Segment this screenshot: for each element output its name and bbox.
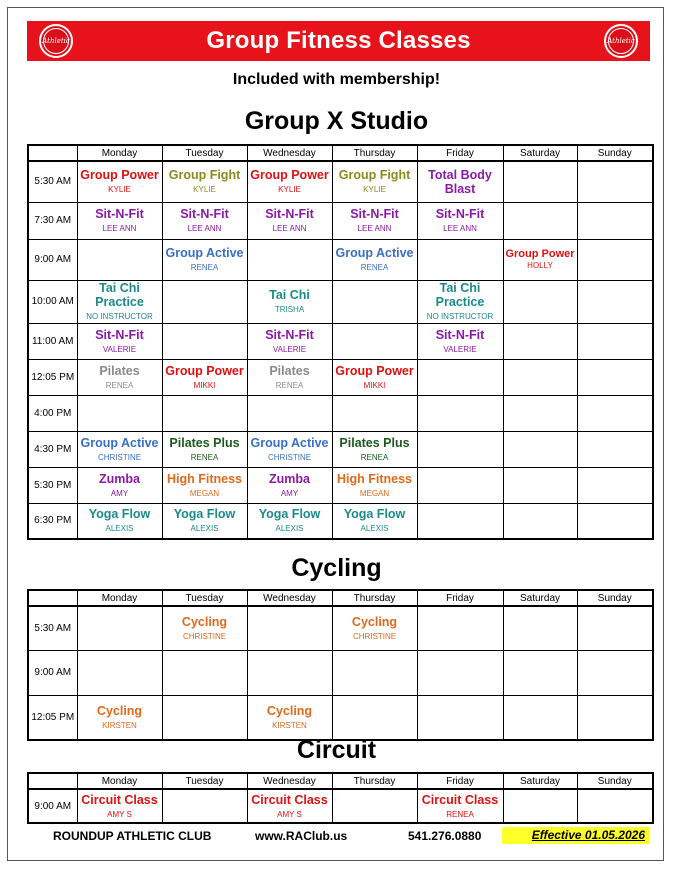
schedule-cell: [77, 395, 162, 431]
schedule-cell: [332, 280, 417, 323]
instructor-name: KYLIE: [363, 185, 386, 195]
schedule-cell: [332, 202, 417, 239]
time-slot: 12:05 PM: [28, 695, 77, 740]
schedule-cell: [247, 650, 332, 695]
table-row: [28, 503, 653, 539]
instructor-name: LEE ANN: [443, 224, 477, 233]
schedule-cell: [77, 431, 162, 467]
schedule-cell: [503, 503, 577, 539]
schedule-cell: [577, 323, 653, 359]
schedule-cell: [577, 503, 653, 539]
instructor-name: LEE ANN: [102, 224, 137, 233]
class-name: Cycling: [96, 703, 143, 718]
section-title-cycling: Cycling: [291, 554, 382, 582]
time-slot: 11:00 AM: [28, 323, 77, 359]
schedule-cell: [417, 503, 503, 539]
class-name: Group Active: [250, 435, 329, 450]
class-name: Circuit Class: [81, 792, 158, 807]
instructor-name: RENEA: [190, 452, 219, 462]
instructor-name: RENEA: [190, 263, 219, 272]
table-row: [28, 280, 653, 323]
schedule-cell: [77, 503, 162, 539]
schedule-cell: [77, 650, 162, 695]
class-name: Group Fight: [338, 168, 411, 183]
schedule-cell: [77, 239, 162, 280]
time-slot: 9:00 AM: [28, 239, 77, 280]
footer-club-name: ROUNDUP ATHLETIC CLUB: [53, 829, 212, 843]
schedule-table-cycling: [27, 589, 654, 741]
schedule-cell: [417, 161, 503, 202]
club-logo-right: [604, 24, 638, 58]
instructor-name: TRISHA: [274, 305, 305, 314]
time-slot: 6:30 PM: [28, 503, 77, 539]
schedule-cell: [577, 202, 653, 239]
instructor-name: NO INSTRUCTOR: [426, 312, 494, 321]
schedule-cell: [162, 789, 247, 823]
day-header-friday: Friday: [417, 773, 503, 789]
class-name: Group Fight: [168, 168, 241, 183]
schedule-cell: [162, 467, 247, 503]
schedule-cell: [503, 789, 577, 823]
schedule-cell: [577, 395, 653, 431]
schedule-cell: [577, 789, 653, 823]
class-name: Sit-N-Fit: [435, 327, 485, 342]
class-name: Group Power: [80, 168, 159, 183]
schedule-cell: [162, 239, 247, 280]
table-row: [28, 650, 653, 695]
schedule-cell: [162, 161, 247, 202]
page-title: Group Fitness Classes: [206, 27, 471, 54]
day-header-friday: Friday: [417, 145, 503, 161]
schedule-cell: [503, 359, 577, 395]
class-name: Yoga Flow: [343, 507, 406, 522]
schedule-cell: [577, 161, 653, 202]
schedule-cell: [417, 606, 503, 650]
table-row: [28, 695, 653, 740]
time-slot: 9:00 AM: [28, 650, 77, 695]
schedule-cell: [577, 695, 653, 740]
schedule-cell: [417, 239, 503, 280]
instructor-name: RENEA: [446, 809, 474, 819]
class-name: Yoga Flow: [258, 507, 321, 522]
schedule-cell: [332, 359, 417, 395]
schedule-cell: [577, 239, 653, 280]
schedule-cell: [417, 467, 503, 503]
class-name: Group Power: [505, 248, 575, 260]
instructor-name: RENEA: [360, 452, 389, 462]
schedule-cell: [162, 323, 247, 359]
class-name: Cycling: [181, 614, 228, 629]
schedule-cell: [417, 395, 503, 431]
day-header-monday: Monday: [77, 590, 162, 606]
schedule-cell: [417, 431, 503, 467]
section-title-group-x: Group X Studio: [244, 107, 429, 135]
day-header-sunday: Sunday: [577, 145, 653, 161]
instructor-name: CHRISTINE: [97, 452, 142, 462]
schedule-cell: [503, 431, 577, 467]
class-name: Group Power: [335, 363, 414, 378]
schedule-cell: [332, 695, 417, 740]
table-row: [28, 161, 653, 202]
time-slot: 12:05 PM: [28, 359, 77, 395]
schedule-cell: [162, 395, 247, 431]
class-name: Zumba: [99, 471, 140, 486]
time-slot: 10:00 AM: [28, 280, 77, 323]
table-row: [28, 467, 653, 503]
instructor-name: ALEXIS: [275, 524, 304, 534]
class-name: Group Active: [335, 246, 414, 260]
schedule-cell: [503, 323, 577, 359]
schedule-cell: [417, 202, 503, 239]
day-header-saturday: Saturday: [503, 773, 577, 789]
class-name: Sit-N-Fit: [350, 207, 399, 221]
header-corner: [28, 590, 77, 606]
class-name: Circuit Class: [251, 792, 328, 807]
schedule-cell: [503, 161, 577, 202]
title-banner: [27, 21, 650, 61]
schedule-cell: [247, 467, 332, 503]
instructor-name: KYLIE: [193, 185, 216, 195]
schedule-cell: [77, 202, 162, 239]
table-row: [28, 789, 653, 823]
instructor-name: CHRISTINE: [182, 631, 227, 641]
schedule-cell: [503, 239, 577, 280]
schedule-cell: [162, 280, 247, 323]
instructor-name: MEGAN: [359, 488, 390, 498]
day-header-thursday: Thursday: [332, 590, 417, 606]
schedule-cell: [247, 323, 332, 359]
schedule-cell: [577, 467, 653, 503]
class-name: Yoga Flow: [173, 507, 236, 522]
day-header-wednesday: Wednesday: [247, 773, 332, 789]
logo-text: Athletic: [43, 28, 69, 54]
class-name: Group Active: [165, 246, 244, 260]
schedule-cell: [503, 606, 577, 650]
class-name: High Fitness: [336, 471, 412, 486]
schedule-cell: [162, 503, 247, 539]
schedule-cell: [247, 503, 332, 539]
schedule-cell: [417, 323, 503, 359]
schedule-cell: [247, 431, 332, 467]
membership-note: Included with membership!: [232, 71, 441, 88]
class-name: Cycling: [266, 703, 313, 718]
schedule-cell: [332, 323, 417, 359]
schedule-cell: [247, 239, 332, 280]
instructor-name: ALEXIS: [360, 524, 389, 534]
header-corner: [28, 773, 77, 789]
schedule-cell: [162, 606, 247, 650]
schedule-cell: [332, 503, 417, 539]
schedule-cell: [77, 323, 162, 359]
logo-text: Athletic: [608, 28, 634, 54]
class-name: Circuit Class: [421, 792, 499, 807]
day-header-monday: Monday: [77, 773, 162, 789]
table-row: [28, 239, 653, 280]
schedule-cell: [417, 359, 503, 395]
schedule-cell: [162, 359, 247, 395]
schedule-cell: [332, 239, 417, 280]
schedule-cell: [162, 695, 247, 740]
schedule-table-group-x: [27, 144, 654, 540]
schedule-cell: [77, 280, 162, 323]
schedule-cell: [577, 359, 653, 395]
schedule-cell: [577, 431, 653, 467]
day-header-thursday: Thursday: [332, 773, 417, 789]
day-header-wednesday: Wednesday: [247, 590, 332, 606]
schedule-cell: [247, 202, 332, 239]
schedule-cell: [577, 280, 653, 323]
class-name: Pilates: [99, 363, 140, 378]
day-header-wednesday: Wednesday: [247, 145, 332, 161]
table-row: [28, 431, 653, 467]
instructor-name: CHRISTINE: [267, 452, 312, 462]
class-name: Yoga Flow: [88, 507, 151, 522]
schedule-cell: [247, 161, 332, 202]
schedule-cell: [162, 431, 247, 467]
schedule-cell: [247, 695, 332, 740]
class-name: Sit-N-Fit: [265, 327, 314, 342]
instructor-name: AMY S: [107, 809, 132, 819]
instructor-name: AMY S: [277, 809, 302, 819]
class-name: Sit-N-Fit: [435, 207, 485, 221]
class-name: Group Power: [250, 168, 329, 183]
class-name: Sit-N-Fit: [95, 327, 144, 342]
schedule-cell: [417, 650, 503, 695]
day-header-row: [28, 590, 653, 606]
schedule-cell: [503, 467, 577, 503]
instructor-name: ALEXIS: [190, 524, 219, 534]
instructor-name: AMY: [280, 488, 299, 498]
instructor-name: MEGAN: [189, 488, 220, 498]
day-header-tuesday: Tuesday: [162, 145, 247, 161]
instructor-name: RENEA: [360, 263, 389, 272]
class-name: Pilates Plus: [169, 435, 240, 450]
schedule-cell: [332, 467, 417, 503]
day-header-saturday: Saturday: [503, 590, 577, 606]
footer-website: www.RAClub.us: [255, 829, 348, 843]
header-corner: [28, 145, 77, 161]
instructor-name: ALEXIS: [105, 524, 134, 534]
table-row: [28, 202, 653, 239]
schedule-cell: [162, 650, 247, 695]
schedule-cell: [77, 359, 162, 395]
instructor-name: AMY: [110, 488, 129, 498]
schedule-cell: [162, 202, 247, 239]
time-slot: 4:00 PM: [28, 395, 77, 431]
schedule-cell: [577, 650, 653, 695]
time-slot: 5:30 AM: [28, 161, 77, 202]
schedule-cell: [503, 202, 577, 239]
class-name: High Fitness: [166, 471, 242, 486]
schedule-cell: [77, 789, 162, 823]
schedule-cell: [77, 161, 162, 202]
class-name: Tai Chi: [269, 288, 310, 302]
schedule-cell: [77, 467, 162, 503]
effective-date: Effective 01.05.2026: [502, 827, 650, 844]
schedule-cell: [332, 789, 417, 823]
class-name: Sit-N-Fit: [180, 207, 229, 221]
time-slot: 5:30 AM: [28, 606, 77, 650]
class-name: Sit-N-Fit: [95, 207, 144, 221]
time-slot: 4:30 PM: [28, 431, 77, 467]
class-name: Group Power: [165, 363, 244, 378]
instructor-name: NO INSTRUCTOR: [86, 312, 153, 321]
schedule-cell: [77, 695, 162, 740]
class-name: Tai Chi Practice: [95, 281, 144, 309]
schedule-cell: [247, 395, 332, 431]
day-header-row: [28, 773, 653, 789]
instructor-name: VALERIE: [443, 344, 477, 354]
class-name: Total Body Blast: [428, 167, 492, 196]
instructor-name: MIKKI: [193, 380, 216, 390]
schedule-cell: [503, 695, 577, 740]
schedule-cell: [77, 606, 162, 650]
instructor-name: LEE ANN: [272, 224, 307, 233]
schedule-cell: [332, 650, 417, 695]
schedule-cell: [417, 695, 503, 740]
instructor-name: LEE ANN: [187, 224, 222, 233]
instructor-name: KYLIE: [278, 185, 301, 195]
day-header-saturday: Saturday: [503, 145, 577, 161]
class-name: Tai Chi Practice: [435, 281, 485, 309]
time-slot: 9:00 AM: [28, 789, 77, 823]
instructor-name: VALERIE: [102, 344, 137, 354]
footer-phone: 541.276.0880: [408, 829, 482, 843]
schedule-cell: [247, 789, 332, 823]
schedule-cell: [332, 606, 417, 650]
instructor-name: RENEA: [105, 380, 134, 390]
day-header-monday: Monday: [77, 145, 162, 161]
instructor-name: KIRSTEN: [272, 720, 307, 730]
class-name: Pilates: [269, 363, 310, 378]
class-name: Cycling: [351, 614, 398, 629]
schedule-cell: [417, 789, 503, 823]
instructor-name: HOLLY: [527, 261, 553, 270]
class-name: Sit-N-Fit: [265, 207, 314, 221]
class-name: Pilates Plus: [339, 435, 410, 450]
schedule-cell: [247, 606, 332, 650]
schedule-cell: [247, 280, 332, 323]
day-header-row: [28, 145, 653, 161]
class-name: Zumba: [269, 471, 310, 486]
instructor-name: KIRSTEN: [102, 720, 137, 730]
day-header-friday: Friday: [417, 590, 503, 606]
table-row: [28, 606, 653, 650]
schedule-table-circuit: [27, 772, 654, 824]
table-row: [28, 395, 653, 431]
day-header-tuesday: Tuesday: [162, 590, 247, 606]
instructor-name: RENEA: [275, 380, 304, 390]
schedule-cell: [417, 280, 503, 323]
instructor-name: CHRISTINE: [352, 631, 397, 641]
table-row: [28, 323, 653, 359]
day-header-tuesday: Tuesday: [162, 773, 247, 789]
schedule-cell: [332, 161, 417, 202]
day-header-sunday: Sunday: [577, 773, 653, 789]
schedule-cell: [503, 650, 577, 695]
schedule-cell: [247, 359, 332, 395]
class-name: Group Active: [80, 435, 159, 450]
day-header-sunday: Sunday: [577, 590, 653, 606]
schedule-cell: [332, 431, 417, 467]
instructor-name: MIKKI: [363, 380, 386, 390]
schedule-cell: [577, 606, 653, 650]
time-slot: 7:30 AM: [28, 202, 77, 239]
schedule-cell: [503, 280, 577, 323]
schedule-cell: [503, 395, 577, 431]
instructor-name: VALERIE: [272, 344, 307, 354]
instructor-name: KYLIE: [108, 185, 131, 195]
section-title-circuit: Circuit: [296, 736, 377, 764]
table-row: [28, 359, 653, 395]
day-header-thursday: Thursday: [332, 145, 417, 161]
time-slot: 5:30 PM: [28, 467, 77, 503]
instructor-name: LEE ANN: [357, 224, 392, 233]
schedule-cell: [332, 395, 417, 431]
